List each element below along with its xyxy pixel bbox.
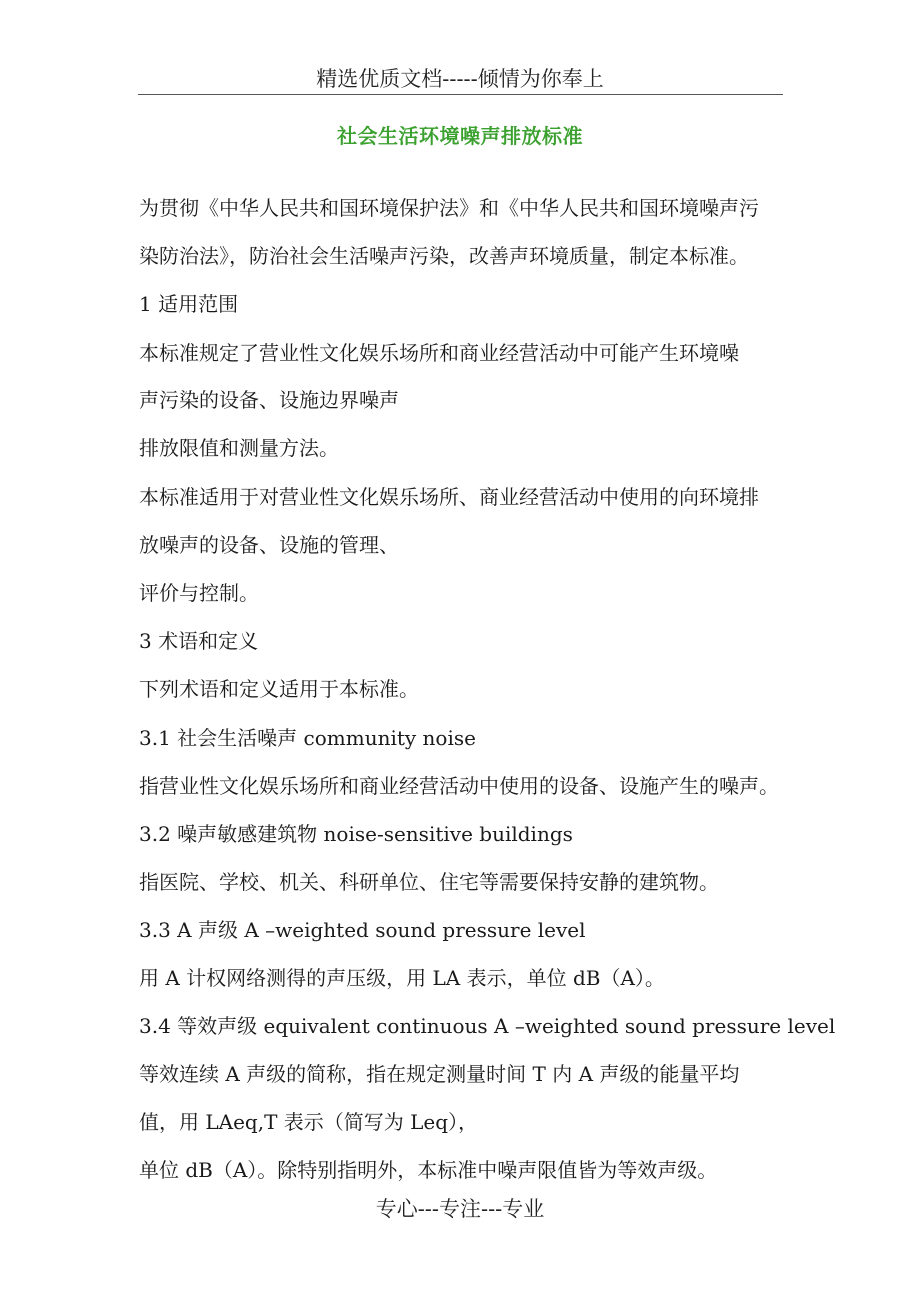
paragraph-line: 染防治法》，防治社会生活噪声污染，改善声环境质量，制定本标准。 <box>139 244 749 268</box>
paragraph-line: 评价与控制。 <box>139 581 259 605</box>
paragraph-line: 值，用 LAeq,T 表示（简写为 Leq）， <box>139 1110 479 1134</box>
paragraph-line: 用 A 计权网络测得的声压级，用 LA 表示，单位 dB（A）。 <box>139 966 665 990</box>
paragraph-line: 排放限值和测量方法。 <box>139 436 339 460</box>
paragraph-line: 本标准适用于对营业性文化娱乐场所、商业经营活动中使用的向环境排 <box>139 485 759 509</box>
term-heading: 3.3 A 声级 A –weighted sound pressure level <box>139 918 586 942</box>
page-footer: 专心---专注---专业 <box>375 1197 545 1221</box>
section-heading: 1 适用范围 <box>139 292 239 316</box>
paragraph-line: 下列术语和定义适用于本标准。 <box>139 677 419 701</box>
paragraph-line: 声污染的设备、设施边界噪声 <box>139 388 399 412</box>
term-heading: 3.4 等效声级 equivalent continuous A –weighted sound pressure level <box>139 1014 836 1038</box>
paragraph-line: 本标准规定了营业性文化娱乐场所和商业经营活动中可能产生环境噪 <box>139 341 739 365</box>
paragraph-line: 放噪声的设备、设施的管理、 <box>139 533 399 557</box>
paragraph-line: 为贯彻《中华人民共和国环境保护法》和《中华人民共和国环境噪声污 <box>139 196 759 220</box>
term-heading: 3.2 噪声敏感建筑物 noise-sensitive buildings <box>139 822 573 846</box>
section-heading: 3 术语和定义 <box>139 629 259 653</box>
document-title: 社会生活环境噪声排放标准 <box>337 124 583 148</box>
paragraph-line: 等效连续 A 声级的简称，指在规定测量时间 T 内 A 声级的能量平均 <box>139 1062 740 1086</box>
page-header: 精选优质文档-----倾情为你奉上 <box>316 67 604 91</box>
paragraph-line: 指医院、学校、机关、科研单位、住宅等需要保持安静的建筑物。 <box>139 870 719 894</box>
paragraph-line: 指营业性文化娱乐场所和商业经营活动中使用的设备、设施产生的噪声。 <box>139 774 779 798</box>
paragraph-line: 单位 dB（A）。除特别指明外，本标准中噪声限值皆为等效声级。 <box>139 1158 718 1182</box>
term-heading: 3.1 社会生活噪声 community noise <box>139 726 476 750</box>
header-divider <box>138 94 783 95</box>
